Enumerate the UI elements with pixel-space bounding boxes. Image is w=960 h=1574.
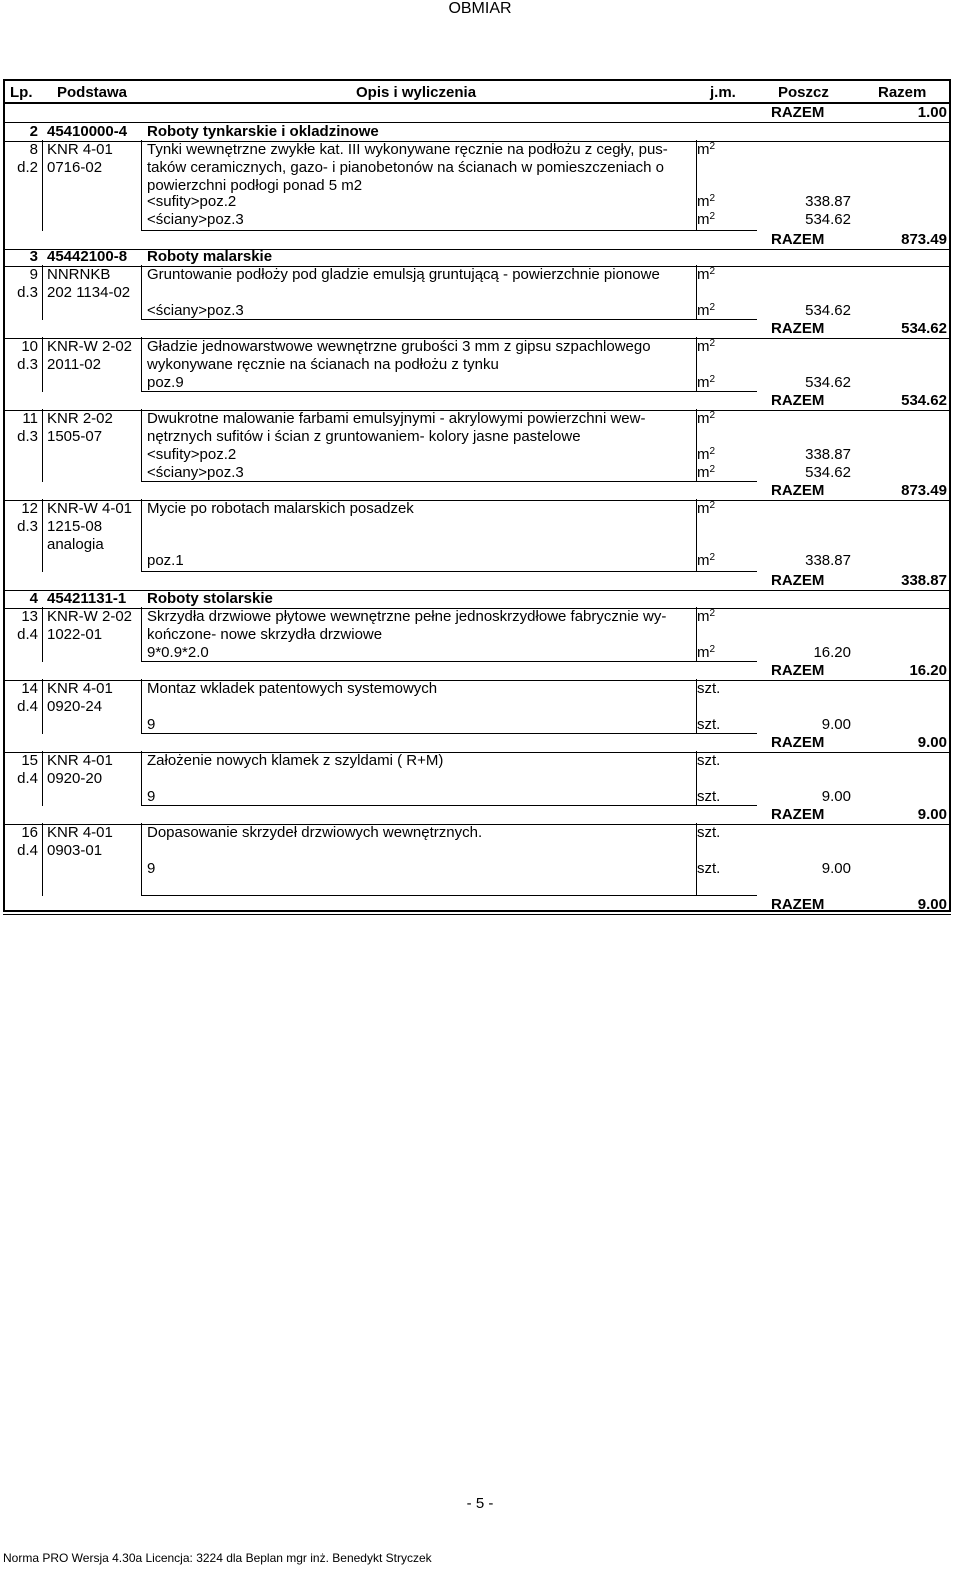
item-description: nętrznych sufitów i ścian z gruntowaniem- kolory jasne pastelowe [147, 428, 581, 445]
razem-label: RAZEM [771, 572, 825, 589]
column-divider [696, 751, 697, 806]
section-code: 45421131-1 [47, 590, 127, 607]
item-description: Gruntowanie podłoży pod gladzie emulsją gruntującą - powierzchnie pionowe [147, 266, 660, 283]
column-divider [42, 751, 43, 806]
column-divider [696, 265, 697, 320]
calc-expression: <ściany>poz.3 [147, 302, 244, 319]
razem-value: 534.62 [901, 320, 947, 337]
item-podstawa: 0716-02 [47, 159, 103, 176]
footer-license: Norma PRO Wersja 4.30a Licencja: 3224 dla Beplan mgr inż. Benedykt Stryczek [3, 1551, 432, 1565]
section-name: Roboty malarskie [147, 248, 273, 265]
item-lp: 9 [29, 266, 38, 283]
item-description: kończone- nowe skrzydła drzwiowe [147, 626, 383, 643]
item-podstawa: KNR 4-01 [47, 680, 113, 697]
row-divider [141, 230, 757, 231]
razem-label: RAZEM [771, 104, 825, 121]
section-number: 4 [29, 590, 38, 607]
header-jm: j.m. [710, 84, 736, 101]
header-lp: Lp. [10, 84, 33, 101]
item-podstawa: 0903-01 [47, 842, 103, 859]
column-divider [141, 409, 142, 482]
column-divider [696, 823, 697, 896]
item-podstawa: KNR 4-01 [47, 141, 113, 158]
calc-expression: 9 [147, 716, 156, 733]
item-description: powierzchni podłogi ponad 5 m2 [147, 177, 363, 194]
column-divider [42, 679, 43, 734]
row-divider [3, 590, 951, 591]
razem-label: RAZEM [771, 392, 825, 409]
item-lp: 10 [21, 338, 38, 355]
section-number: 3 [29, 248, 38, 265]
item-unit: szt. [697, 680, 721, 697]
page-number: - 5 - [466, 1495, 494, 1512]
item-lp-chapter: d.2 [17, 159, 38, 176]
column-divider [696, 409, 697, 482]
calc-unit: $m^2$ [697, 193, 716, 210]
calc-unit: $m^2$ [697, 446, 716, 463]
calc-value: 9.00 [821, 788, 851, 805]
row-divider [141, 571, 757, 572]
calc-expression: <ściany>poz.3 [147, 464, 244, 481]
razem-value: 873.49 [901, 231, 947, 248]
column-divider [141, 679, 142, 734]
calc-expression: <ściany>poz.3 [147, 211, 244, 228]
calc-value: 9.00 [821, 860, 851, 877]
calc-value: 16.20 [813, 644, 851, 661]
item-description: Skrzydła drzwiowe płytowe wewnętrzne pełne jednoskrzydłowe fabrycznie wy- [147, 608, 667, 625]
row-divider [3, 500, 951, 501]
calc-value: 9.00 [821, 716, 851, 733]
item-unit: $m^2$ [697, 500, 716, 517]
column-divider [42, 499, 43, 572]
razem-value: 534.62 [901, 392, 947, 409]
column-divider [141, 140, 142, 231]
item-podstawa: 2011-02 [47, 356, 101, 373]
section-code: 45410000-4 [47, 123, 128, 140]
calc-unit: $m^2$ [697, 464, 716, 481]
calc-value: 338.87 [805, 552, 851, 569]
razem-label: RAZEM [771, 806, 825, 823]
calc-unit: $m^2$ [697, 211, 716, 228]
item-podstawa: 1505-07 [47, 428, 103, 445]
item-podstawa: 1215-08 [47, 518, 103, 535]
column-divider [696, 140, 697, 231]
item-lp-chapter: d.3 [17, 284, 38, 301]
razem-value: 1.00 [917, 104, 947, 121]
razem-value: 873.49 [901, 482, 947, 499]
razem-label: RAZEM [771, 482, 825, 499]
item-podstawa: KNR-W 4-01 [47, 500, 133, 517]
calc-unit: $m^2$ [697, 644, 716, 661]
item-podstawa: KNR 4-01 [47, 752, 113, 769]
calc-expression: 9 [147, 860, 156, 877]
calc-unit: $m^2$ [697, 302, 716, 319]
item-podstawa: 0920-24 [47, 698, 103, 715]
row-divider [141, 733, 757, 734]
item-description: taków ceramicznych, gazo- i pianobetonów na ścianach w pomieszczeniach o [147, 159, 664, 176]
header-podstawa: Podstawa [57, 84, 128, 101]
item-podstawa: KNR-W 2-02 [47, 608, 133, 625]
row-divider [141, 481, 757, 482]
item-lp: 12 [21, 500, 38, 517]
razem-label: RAZEM [771, 231, 825, 248]
razem-label: RAZEM [771, 662, 825, 679]
item-podstawa: KNR 4-01 [47, 824, 113, 841]
row-divider [141, 895, 757, 896]
item-podstawa: KNR-W 2-02 [47, 338, 133, 355]
item-lp-chapter: d.3 [17, 356, 38, 373]
header-poszcz: Poszcz [778, 84, 829, 101]
header-opis: Opis i wyliczenia [356, 84, 477, 101]
item-lp-chapter: d.4 [17, 842, 38, 859]
razem-label: RAZEM [771, 896, 825, 913]
column-divider [141, 499, 142, 572]
item-description: Dopasowanie skrzydeł drzwiowych wewnętrznych. [147, 824, 483, 841]
row-divider [141, 805, 757, 806]
section-name: Roboty stolarskie [147, 590, 273, 607]
column-divider [42, 607, 43, 662]
item-description: Założenie nowych klamek z szyldami ( R+M) [147, 752, 444, 769]
column-divider [696, 607, 697, 662]
item-description: Dwukrotne malowanie farbami emulsyjnymi - akrylowymi powierzchni wew- [147, 410, 646, 427]
calc-expression: 9*0.9*2.0 [147, 644, 209, 661]
row-divider [141, 319, 757, 320]
item-lp: 11 [22, 410, 38, 427]
razem-value: 9.00 [917, 896, 947, 913]
razem-label: RAZEM [771, 734, 825, 751]
razem-value: 338.87 [901, 572, 947, 589]
document-title: OBMIAR [448, 0, 512, 17]
item-lp: 13 [21, 608, 38, 625]
calc-expression: poz.1 [147, 552, 184, 569]
calc-unit: szt. [697, 860, 721, 877]
item-description: Mycie po robotach malarskich posadzek [147, 500, 414, 517]
calc-value: 534.62 [805, 302, 851, 319]
row-divider [3, 752, 951, 753]
section-number: 2 [29, 123, 38, 140]
calc-unit: $m^2$ [697, 374, 716, 391]
item-lp-chapter: d.4 [17, 698, 38, 715]
razem-label: RAZEM [771, 320, 825, 337]
item-podstawa: analogia [47, 536, 104, 553]
row-divider [3, 680, 951, 681]
column-divider [42, 823, 43, 896]
item-lp: 14 [21, 680, 38, 697]
row-divider [3, 914, 951, 915]
item-lp-chapter: d.3 [17, 518, 38, 535]
row-divider [3, 249, 951, 250]
column-divider [696, 337, 697, 392]
item-lp-chapter: d.4 [17, 770, 38, 787]
calc-expression: <sufity>poz.2 [147, 193, 237, 210]
item-lp: 15 [21, 752, 38, 769]
calc-value: 534.62 [805, 464, 851, 481]
item-lp: 8 [29, 141, 38, 158]
razem-value: 9.00 [917, 734, 947, 751]
column-divider [42, 337, 43, 392]
calc-expression: poz.9 [147, 374, 184, 391]
razem-value: 16.20 [909, 662, 947, 679]
header-razem: Razem [878, 84, 927, 101]
section-name: Roboty tynkarskie i okladzinowe [147, 123, 379, 140]
column-divider [696, 679, 697, 734]
item-lp-chapter: d.4 [17, 626, 38, 643]
row-divider [3, 122, 951, 123]
item-unit: szt. [697, 752, 721, 769]
item-unit: $m^2$ [697, 141, 716, 158]
item-description: Montaz wkladek patentowych systemowych [147, 680, 438, 697]
column-divider [696, 499, 697, 572]
item-unit: $m^2$ [697, 410, 716, 427]
column-divider [42, 265, 43, 320]
row-divider [141, 391, 757, 392]
item-description: Tynki wewnętrzne zwykłe kat. III wykonywane ręcznie na podłożu z cegły, pus- [147, 141, 668, 158]
column-divider [42, 140, 43, 231]
item-unit: $m^2$ [697, 608, 716, 625]
row-divider [141, 661, 757, 662]
calc-unit: szt. [697, 788, 721, 805]
column-divider [141, 751, 142, 806]
item-podstawa: 1022-01 [47, 626, 103, 643]
calc-value: 338.87 [805, 193, 851, 210]
calc-expression: 9 [147, 788, 156, 805]
item-lp-chapter: d.3 [17, 428, 38, 445]
item-podstawa: 0920-20 [47, 770, 103, 787]
item-podstawa: NNRNKB [47, 266, 111, 283]
column-divider [141, 607, 142, 662]
item-lp: 16 [21, 824, 38, 841]
item-podstawa: KNR 2-02 [47, 410, 113, 427]
item-description: Gładzie jednowarstwowe wewnętrzne grubości 3 mm z gipsu szpachlowego [147, 338, 651, 355]
column-divider [141, 823, 142, 896]
item-podstawa: 202 1134-02 [47, 284, 131, 301]
calc-value: 534.62 [805, 211, 851, 228]
calc-unit: szt. [697, 716, 721, 733]
item-unit: $m^2$ [697, 338, 716, 355]
column-divider [141, 265, 142, 320]
calc-expression: <sufity>poz.2 [147, 446, 237, 463]
item-unit: $m^2$ [697, 266, 716, 283]
column-divider [42, 409, 43, 482]
calc-unit: $m^2$ [697, 552, 716, 569]
razem-value: 9.00 [917, 806, 947, 823]
item-description: wykonywane ręcznie na ścianach na podłożu z tynku [147, 356, 499, 373]
calc-value: 338.87 [805, 446, 851, 463]
item-unit: szt. [697, 824, 721, 841]
column-divider [141, 337, 142, 392]
section-code: 45442100-8 [47, 248, 128, 265]
calc-value: 534.62 [805, 374, 851, 391]
